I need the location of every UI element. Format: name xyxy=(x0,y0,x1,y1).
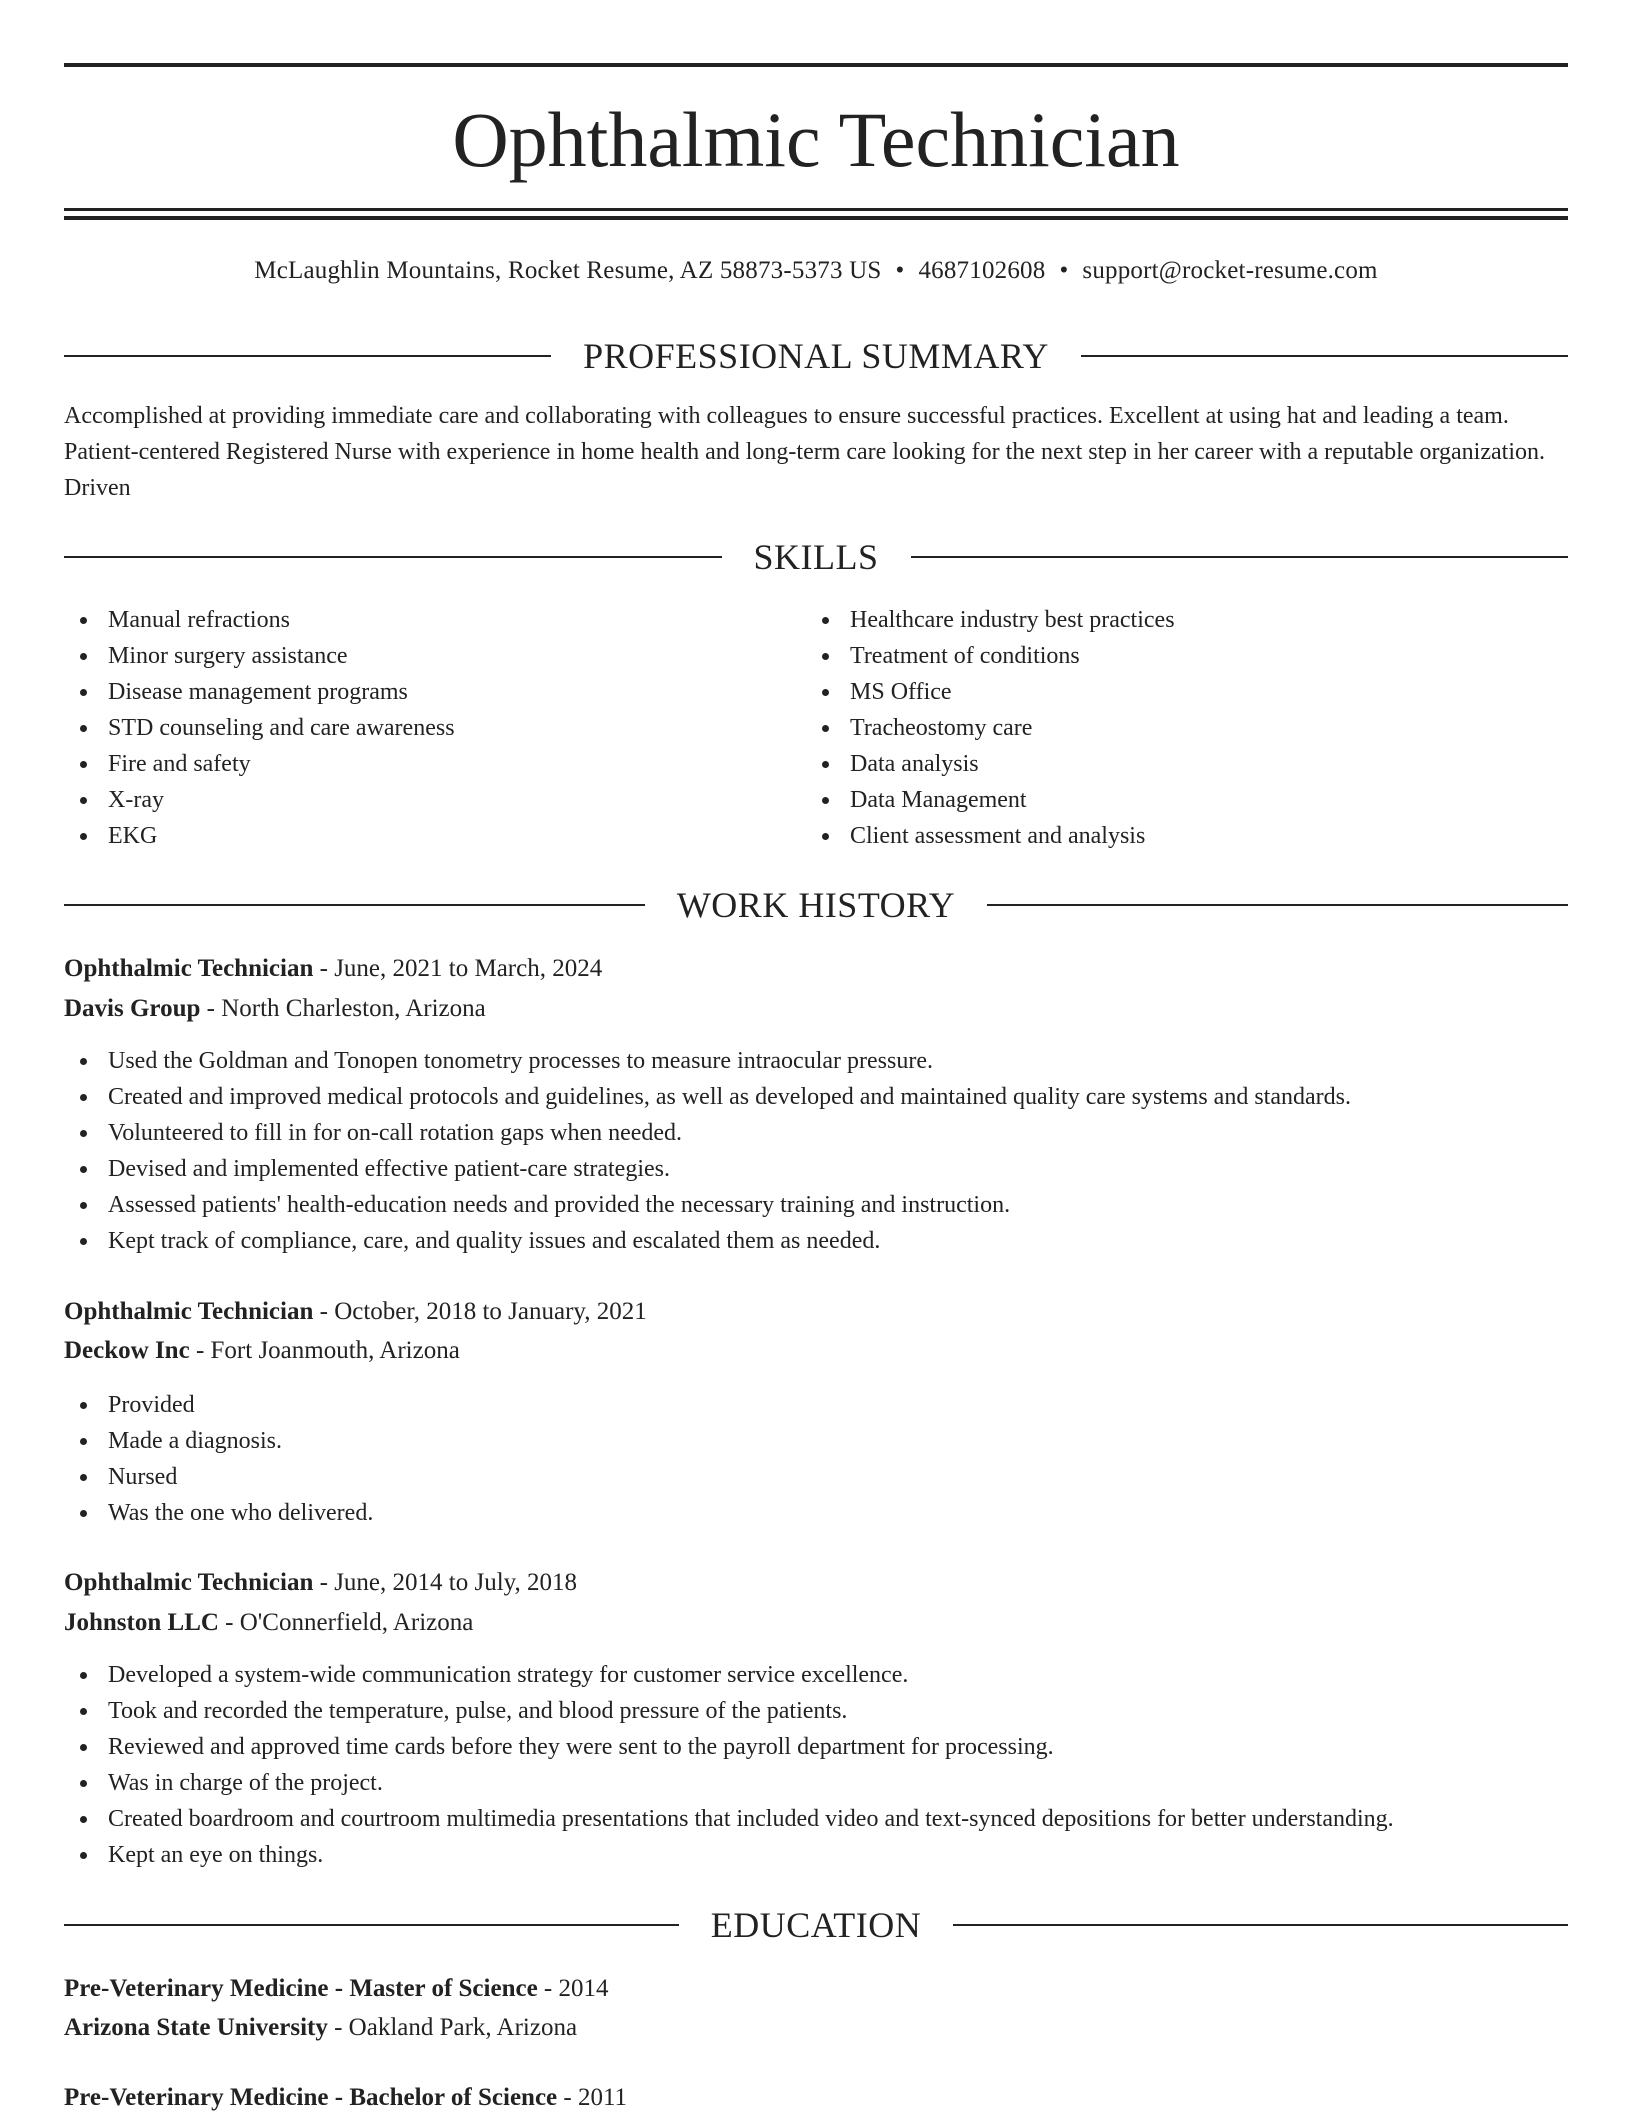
job-title-line xyxy=(64,1564,1568,1602)
heading-rule-right xyxy=(911,556,1569,558)
heading-rule-left xyxy=(64,1924,679,1926)
job-location: - O'Connerfield, Arizona xyxy=(218,1609,474,1636)
heading-rule-right xyxy=(987,904,1568,906)
education-degree: Pre-Veterinary Medicine - Bachelor of Science xyxy=(64,2084,558,2111)
job-bullet: Made a diagnosis. xyxy=(64,1423,1568,1459)
job-title: Ophthalmic Technician xyxy=(64,1298,314,1325)
skill-item: EKG xyxy=(64,818,804,854)
job-bullet: Created and improved medical protocols and guidelines, as well as developed and maintained quality care systems and standards. xyxy=(64,1079,1568,1115)
header-top-rule xyxy=(64,63,1568,67)
education-degree: Pre-Veterinary Medicine - Master of Science xyxy=(64,1975,538,2002)
job-bullet: Created boardroom and courtroom multimedia presentations that included video and text-synced depositions for better understanding. xyxy=(64,1801,1568,1837)
skills-list-left xyxy=(64,602,804,854)
job-bullet: Reviewed and approved time cards before they were sent to the payroll department for processing. xyxy=(64,1729,1568,1765)
job-bullet: Volunteered to fill in for on-call rotation gaps when needed. xyxy=(64,1115,1568,1151)
education-degree-line xyxy=(64,2079,1568,2117)
job-bullet: Took and recorded the temperature, pulse, and blood pressure of the patients. xyxy=(64,1693,1568,1729)
skill-item: Disease management programs xyxy=(64,674,804,710)
contact-email[interactable]: support@rocket-resume.com xyxy=(1082,257,1378,284)
job-company-line xyxy=(64,1332,1568,1370)
job-bullet: Kept an eye on things. xyxy=(64,1837,1568,1873)
job-bullet: Provided xyxy=(64,1387,1568,1423)
job-bullet: Was in charge of the project. xyxy=(64,1765,1568,1801)
job-company-line xyxy=(64,990,1568,1028)
skill-item: Data analysis xyxy=(806,746,1566,782)
education-school: Arizona State University xyxy=(64,2014,328,2041)
contact-address: McLaughlin Mountains, Rocket Resume, AZ 58873-5373 US xyxy=(254,257,882,284)
job-title: Ophthalmic Technician xyxy=(64,1569,314,1596)
job-bullet: Used the Goldman and Tonopen tonometry processes to measure intraocular pressure. xyxy=(64,1043,1568,1079)
job-title-line xyxy=(64,950,1568,988)
education-year: - 2014 xyxy=(537,1975,609,2002)
section-heading-label: WORK HISTORY xyxy=(676,885,956,925)
skill-item: Tracheostomy care xyxy=(806,710,1566,746)
job-bullet: Assessed patients' health-education needs and provided the necessary training and instruction. xyxy=(64,1187,1568,1223)
education-year: - 2011 xyxy=(557,2084,628,2111)
contact-separator: • xyxy=(895,257,905,284)
skill-item: Healthcare industry best practices xyxy=(806,602,1566,638)
education-school-line xyxy=(64,2009,1568,2047)
job-company-line xyxy=(64,1604,1568,1642)
heading-rule-left xyxy=(64,355,551,357)
contact-line xyxy=(64,254,1568,288)
candidate-name: Ophthalmic Technician xyxy=(452,96,1180,183)
skill-item: Fire and safety xyxy=(64,746,804,782)
heading-rule-right xyxy=(1081,355,1568,357)
job-company: Johnston LLC xyxy=(64,1609,219,1636)
job-company: Davis Group xyxy=(64,995,201,1022)
skill-item: Manual refractions xyxy=(64,602,804,638)
job-title-line xyxy=(64,1293,1568,1331)
section-heading-work-history xyxy=(64,883,1568,927)
job-location: - Fort Joanmouth, Arizona xyxy=(189,1337,460,1364)
section-heading-skills xyxy=(64,535,1568,579)
skill-item: Client assessment and analysis xyxy=(806,818,1566,854)
skill-item: X-ray xyxy=(64,782,804,818)
skill-item: Data Management xyxy=(806,782,1566,818)
education-location: - Oakland Park, Arizona xyxy=(327,2014,578,2041)
job-dates: - June, 2014 to July, 2018 xyxy=(313,1569,578,1596)
contact-separator: • xyxy=(1059,257,1069,284)
job-bullets xyxy=(64,1657,1568,1873)
job-location: - North Charleston, Arizona xyxy=(200,995,486,1022)
section-heading-education xyxy=(64,1903,1568,1947)
job-bullet: Nursed xyxy=(64,1459,1568,1495)
job-bullet: Developed a system-wide communication strategy for customer service excellence. xyxy=(64,1657,1568,1693)
section-heading-label: EDUCATION xyxy=(710,1905,922,1945)
section-heading-summary xyxy=(64,334,1568,378)
skill-item: MS Office xyxy=(806,674,1566,710)
skill-item: Treatment of conditions xyxy=(806,638,1566,674)
job-company: Deckow Inc xyxy=(64,1337,190,1364)
job-bullet: Kept track of compliance, care, and quality issues and escalated them as needed. xyxy=(64,1223,1568,1259)
job-bullet: Was the one who delivered. xyxy=(64,1495,1568,1531)
section-heading-label: SKILLS xyxy=(753,537,879,577)
heading-rule-left xyxy=(64,904,645,906)
job-bullet: Devised and implemented effective patient-care strategies. xyxy=(64,1151,1568,1187)
header-double-rule-upper xyxy=(64,208,1568,211)
job-dates: - June, 2021 to March, 2024 xyxy=(313,955,603,982)
job-dates: - October, 2018 to January, 2021 xyxy=(313,1298,647,1325)
job-bullets xyxy=(64,1387,1568,1531)
skills-list-right xyxy=(806,602,1566,854)
summary-text: Accomplished at providing immediate care and collaborating with colleagues to ensure successful practices. Excellent at using hat and leading a team. Patient-centered Registered Nurse with experience in home health and long-term care looking for the next step in her career with a reputable organization. Driven xyxy=(64,403,1545,501)
section-heading-label: PROFESSIONAL SUMMARY xyxy=(583,336,1049,376)
skill-item: Minor surgery assistance xyxy=(64,638,804,674)
job-title: Ophthalmic Technician xyxy=(64,955,314,982)
heading-rule-right xyxy=(953,1924,1568,1926)
skill-item: STD counseling and care awareness xyxy=(64,710,804,746)
heading-rule-left xyxy=(64,556,722,558)
job-bullets xyxy=(64,1043,1568,1259)
education-degree-line xyxy=(64,1970,1568,2008)
contact-phone: 4687102608 xyxy=(918,257,1046,284)
header-double-rule-lower xyxy=(64,216,1568,220)
